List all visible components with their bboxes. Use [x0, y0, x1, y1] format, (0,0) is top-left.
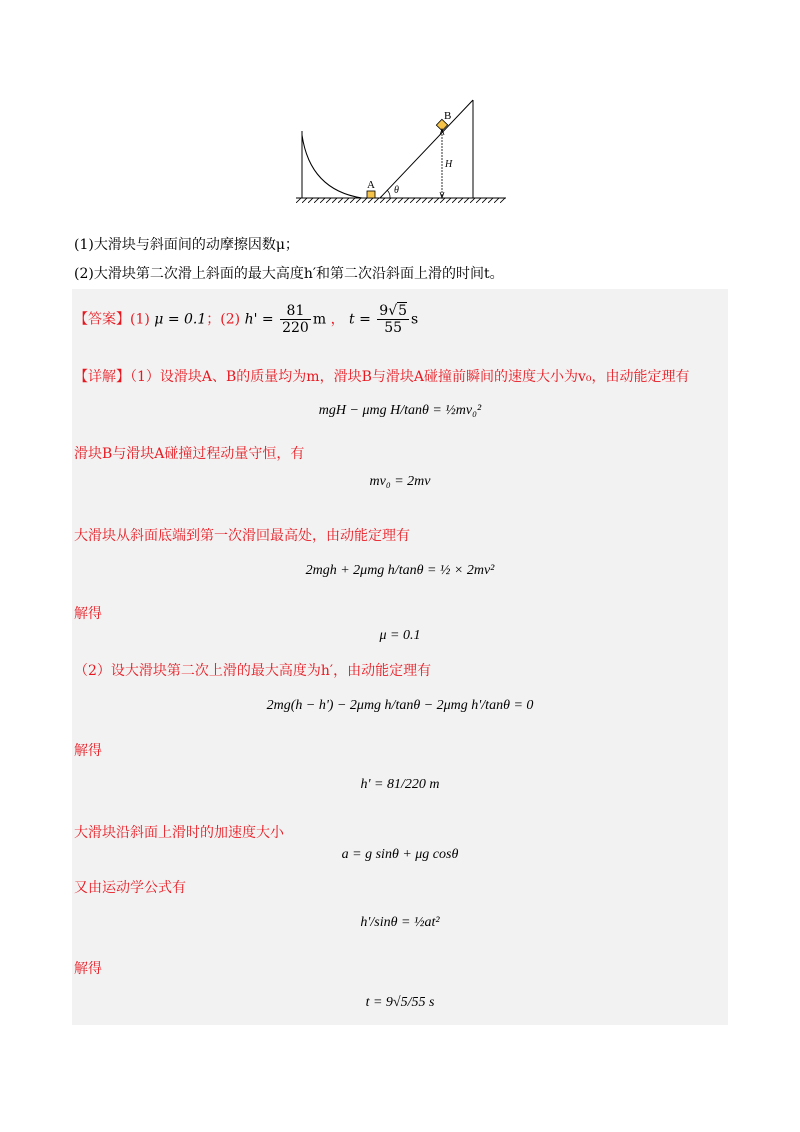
detail-line-1 — [74, 366, 690, 386]
block-a — [367, 191, 375, 198]
curved-track — [302, 135, 362, 198]
label-b: B — [444, 110, 452, 122]
answer-line — [74, 303, 418, 336]
detail-tag: 【详解】 — [74, 369, 130, 385]
answer-h-fraction — [280, 303, 311, 336]
detail-line-9: 解得 — [74, 961, 102, 977]
detail-text-1: （1）设滑块A、B的质量均为m，滑块B与滑块A碰撞前瞬间的速度大小为v₀，由动能定理有 — [130, 369, 690, 385]
equation-4: μ = 0.1 — [379, 628, 421, 643]
question-2: (2)大滑块第二次滑上斜面的最大高度h′和第二次沿斜面上滑的时间t。 — [74, 266, 504, 282]
answer-t-rad: 5 — [398, 303, 408, 319]
equation-7: a = g sinθ + μg cosθ — [341, 847, 459, 862]
label-h: H — [445, 159, 453, 170]
detail-line-5: （2）设大滑块第二次上滑的最大高度为h′，由动能定理有 — [74, 663, 432, 679]
equation-5: 2mg(h − h') − 2μmg h/tanθ − 2μmg h'/tanθ = 0 — [266, 698, 534, 713]
equation-1: mgH − μmg H/tanθ = ½mv₀² — [318, 403, 482, 418]
detail-line-2: 滑块B与滑块A碰撞过程动量守恒，有 — [74, 446, 305, 462]
detail-line-6: 解得 — [74, 743, 102, 759]
detail-line-8: 又由运动学公式有 — [74, 880, 186, 896]
answer-t-unit: s — [411, 311, 419, 328]
answer-tag: 【答案】 — [74, 311, 130, 328]
answer-t-lhs: t = — [349, 311, 371, 328]
incline-diagram — [290, 95, 510, 210]
theta-arc — [387, 190, 390, 198]
equation-6: h' = 81/220 m — [360, 777, 440, 792]
detail-line-3: 大滑块从斜面底端到第一次滑回最高处，由动能定理有 — [74, 528, 410, 544]
equation-8: h'/sinθ = ½at² — [360, 915, 440, 930]
answer-h-lhs: h' = — [244, 311, 274, 328]
equation-9: t = 9√5/55 s — [365, 995, 435, 1010]
answer-mu: μ = 0.1 — [154, 311, 207, 328]
equation-3: 2mgh + 2μmg h/tanθ = ½ × 2mv² — [305, 563, 495, 578]
answer-sep: ；(2) — [206, 311, 241, 328]
label-theta: θ — [394, 185, 399, 196]
incline — [380, 100, 473, 198]
answer-h-den: 220 — [282, 320, 309, 336]
detail-line-4: 解得 — [74, 606, 102, 622]
equation-2: mv₀ = 2mv — [369, 474, 431, 489]
answer-t-coef: 9 — [379, 303, 389, 319]
answer-part1: (1) — [130, 311, 150, 328]
label-a: A — [367, 179, 375, 191]
question-1: (1)大滑块与斜面间的动摩擦因数μ； — [74, 237, 299, 253]
detail-line-7: 大滑块沿斜面上滑时的加速度大小 — [74, 825, 284, 841]
answer-t-fraction: $\frac{9√5}{55}$ — [379, 303, 408, 336]
answer-h-num: 81 — [280, 303, 311, 320]
answer-comma: ， — [330, 311, 345, 328]
answer-t-den: 55 — [384, 320, 403, 336]
ground-hatch — [296, 198, 506, 203]
answer-h-unit: m — [312, 311, 327, 328]
